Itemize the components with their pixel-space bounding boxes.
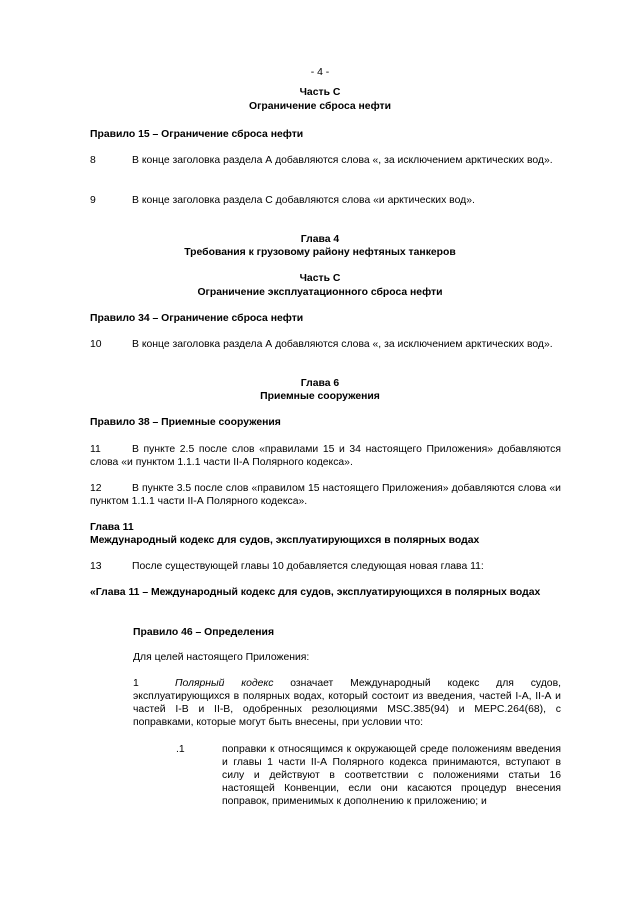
part-c-heading: Часть С bbox=[299, 87, 341, 98]
chapter-11-title: Международный кодекс для судов, эксплуатирующихся в полярных водах bbox=[90, 535, 480, 546]
page-number: - 4 - bbox=[310, 67, 330, 78]
paragraph-9 bbox=[90, 194, 561, 207]
part-c-2-title: Ограничение эксплуатационного сброса нефти bbox=[197, 287, 443, 298]
definition-term: Полярный кодекс bbox=[175, 678, 274, 689]
paragraph-number: 9 bbox=[90, 195, 96, 206]
paragraph-13 bbox=[90, 560, 561, 573]
chapter-4-heading: Глава 4 bbox=[300, 234, 340, 245]
part-c-2-heading: Часть С bbox=[299, 273, 341, 284]
rule-46-intro: Для целей настоящего Приложения: bbox=[133, 652, 310, 663]
rule-46-heading: Правило 46 – Определения bbox=[133, 627, 275, 638]
paragraph-number: 13 bbox=[90, 561, 102, 572]
definition-1 bbox=[133, 677, 561, 729]
paragraph-text: В пункте 3.5 после слов «правилом 15 настоящего Приложения» добавляются слова «и пунктом 1.1.1 части II-А Полярного кодекса». bbox=[90, 483, 561, 507]
subparagraph-text: поправки к относящимся к окружающей среде положениям введения и главы 1 части II-А Полярного кодекса принимаются, вступают в силу и действуют в соответствии с положениями статьи 16 настоящей Конвенции, если они касаются процедур внесения поправок, применимых к дополнению к приложению; и bbox=[222, 744, 561, 807]
chapter-11-heading: Глава 11 bbox=[90, 522, 134, 533]
rule-38-heading: Правило 38 – Приемные сооружения bbox=[90, 417, 281, 428]
definition-text: означает Международный кодекс для судов, эксплуатирующихся в полярных водах, который состоит из введения, частей I-А, II-А и частей I-В и II-В, одобренных резолюциями MSC.385(94) и MEPC.264(68), с поправками, которые могут быть внесены, при условии что: bbox=[133, 678, 561, 728]
paragraph-10 bbox=[90, 338, 561, 351]
new-chapter-11-title: «Глава 11 – Международный кодекс для судов, эксплуатирующихся в полярных водах bbox=[90, 587, 541, 598]
paragraph-number: 10 bbox=[90, 339, 102, 350]
paragraph-12 bbox=[90, 482, 561, 508]
part-c-title: Ограничение сброса нефти bbox=[248, 101, 391, 112]
paragraph-text: В конце заголовка раздела А добавляются слова «, за исключением арктических вод». bbox=[132, 155, 553, 166]
definition-number: 1 bbox=[133, 678, 139, 689]
paragraph-number: 11 bbox=[90, 444, 101, 455]
paragraph-number: 8 bbox=[90, 155, 96, 166]
chapter-6-title: Приемные сооружения bbox=[260, 391, 380, 402]
rule-15-heading: Правило 15 – Ограничение сброса нефти bbox=[90, 129, 304, 140]
subparagraph-number: .1 bbox=[176, 744, 185, 755]
paragraph-text: В конце заголовка раздела С добавляются слова «и арктических вод». bbox=[132, 195, 475, 206]
chapter-6-heading: Глава 6 bbox=[300, 378, 340, 389]
paragraph-8 bbox=[90, 154, 561, 167]
paragraph-11 bbox=[90, 443, 561, 469]
chapter-4-title: Требования к грузовому району нефтяных танкеров bbox=[184, 247, 456, 258]
paragraph-number: 12 bbox=[90, 483, 102, 494]
paragraph-text: После существующей главы 10 добавляется следующая новая глава 11: bbox=[132, 561, 484, 572]
rule-34-heading: Правило 34 – Ограничение сброса нефти bbox=[90, 313, 304, 324]
paragraph-text: В конце заголовка раздела А добавляются слова «, за исключением арктических вод». bbox=[132, 339, 553, 350]
paragraph-text: В пункте 2.5 после слов «правилами 15 и 34 настоящего Приложения» добавляются слова «и пунктом 1.1.1 части II-А Полярного кодекса». bbox=[90, 444, 561, 468]
